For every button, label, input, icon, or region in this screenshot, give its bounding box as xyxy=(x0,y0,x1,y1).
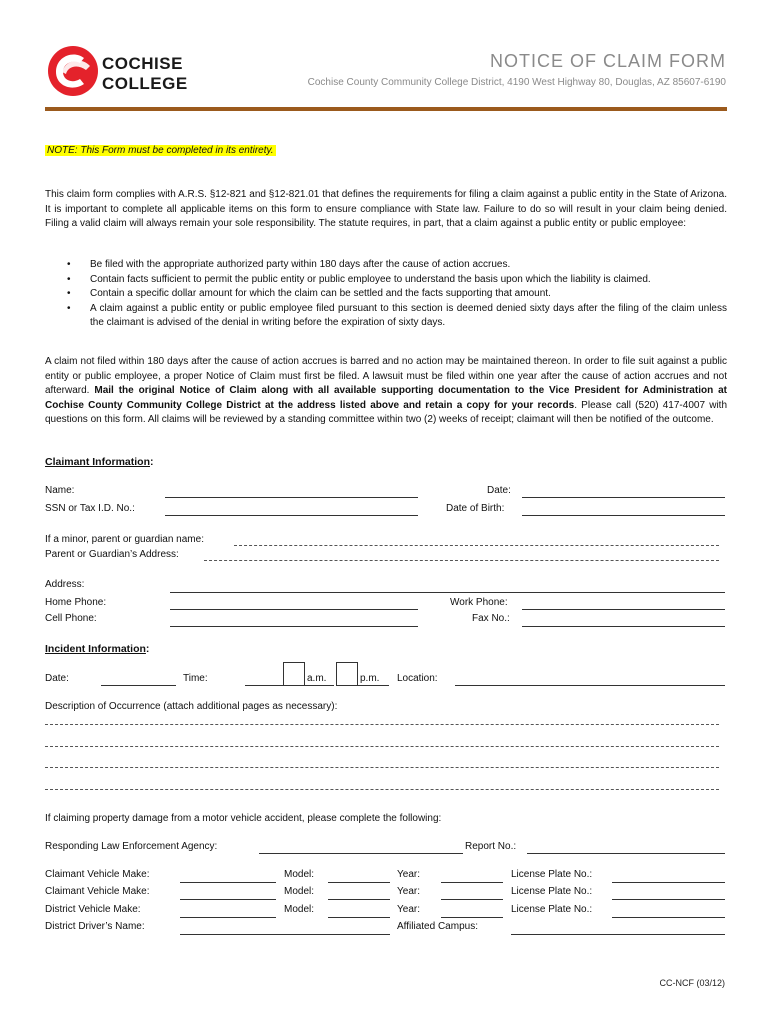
campus-field[interactable] xyxy=(511,934,725,935)
address-field[interactable] xyxy=(170,592,725,593)
intro-paragraph: This claim form complies with A.R.S. §12-821 and §12-821.01 that defines the requirements for filing a claim against a public entity in the State of Arizona. It is important to complete all applicable items on this form to ensure compliance with State law. Failure to do so will result in your claim being denied. Filing a valid claim will always remain your sole responsibility. The statute requires, in part, that a claim against a public entity or public employee: xyxy=(45,189,727,230)
claimant-heading-text: Claimant Information xyxy=(45,456,151,468)
campus-label: Affiliated Campus: xyxy=(397,921,478,932)
closing-text-1: A claim not filed within 180 days after the cause of action accrues is barred and no action may be maintained thereon. In order to file suit against a public entity or public employee, a proper Notice of Claim must first be filed. A lawsuit must be filed within one year after the cause of action accrues and not afterward. xyxy=(45,356,727,397)
description-line[interactable] xyxy=(45,767,719,768)
logo-line-2: COLLEGE xyxy=(102,74,188,93)
am-checkbox[interactable] xyxy=(283,662,305,686)
cell-phone-label: Cell Phone: xyxy=(45,613,97,624)
claimant-heading-colon: : xyxy=(150,456,154,468)
page-subtitle: Cochise County Community College District, 4190 West Highway 80, Douglas, AZ 85607-6190 xyxy=(307,77,726,88)
mailing-instructions: Mail the original Notice of Claim along with all available supporting documentation to the Vice President for Administration at Cochise County Community College District at the address listed above and retain a copy for your records xyxy=(45,385,727,411)
dob-label: Date of Birth: xyxy=(446,503,505,514)
am-underline xyxy=(304,685,334,686)
ssn-label: SSN or Tax I.D. No.: xyxy=(45,503,135,514)
incident-heading-text: Incident Information xyxy=(45,643,146,655)
location-label: Location: xyxy=(397,673,438,684)
list-item: • Be filed with the appropriate authorized party within 180 days after the cause of action accrues. xyxy=(45,258,727,273)
model-label: Model: xyxy=(284,886,315,897)
closing-text-2: . Please call (520) 417-4007 with questions on this form. All claims will be reviewed by a standing committee within two (2) weeks of receipt; claimant will then be notified of the outcome. xyxy=(45,399,727,426)
year-field[interactable] xyxy=(441,882,503,883)
list-item: • Contain facts sufficient to permit the public entity or public employee to understand the basis upon which the liability is claimed. xyxy=(45,273,727,288)
location-field[interactable] xyxy=(455,685,725,686)
driver-label: District Driver’s Name: xyxy=(45,921,145,932)
model-label: Model: xyxy=(284,904,315,915)
incident-time-field[interactable] xyxy=(245,685,285,686)
incident-date-label: Date: xyxy=(45,673,69,684)
name-field[interactable] xyxy=(165,497,418,498)
model-field[interactable] xyxy=(328,882,390,883)
form-code: CC-NCF (03/12) xyxy=(659,978,725,988)
plate-label: License Plate No.: xyxy=(511,886,593,897)
guardian-name-label: If a minor, parent or guardian name: xyxy=(45,534,204,545)
name-label: Name: xyxy=(45,485,75,496)
plate-field[interactable] xyxy=(612,899,725,900)
year-field[interactable] xyxy=(441,917,503,918)
district-make-field[interactable] xyxy=(180,917,276,918)
model-label: Model: xyxy=(284,869,315,880)
incident-section-heading xyxy=(45,643,149,655)
home-phone-label: Home Phone: xyxy=(45,597,107,608)
agency-field[interactable] xyxy=(259,853,463,854)
address-label: Address: xyxy=(45,579,85,590)
year-label: Year: xyxy=(397,869,420,880)
closing-paragraph xyxy=(45,355,727,428)
year-label: Year: xyxy=(397,904,420,915)
plate-label: License Plate No.: xyxy=(511,869,593,880)
plate-label: License Plate No.: xyxy=(511,904,593,915)
year-label: Year: xyxy=(397,886,420,897)
claimant-make-label: Claimant Vehicle Make: xyxy=(45,886,150,897)
page-title: NOTICE OF CLAIM FORM xyxy=(490,51,726,71)
claimant-make-label: Claimant Vehicle Make: xyxy=(45,869,150,880)
description-line[interactable] xyxy=(45,724,719,725)
list-item: • A claim against a public entity or public employee filed pursuant to this section is deemed denied sixty days after the filing of the claim unless the claimant is advised of the denial in writing before the expiration of sixty days. xyxy=(45,302,727,331)
year-field[interactable] xyxy=(441,899,503,900)
fax-field[interactable] xyxy=(522,626,725,627)
logo-line-1: COCHISE xyxy=(102,54,183,73)
date-label: Date: xyxy=(487,485,511,496)
claimant-make-field[interactable] xyxy=(180,882,276,883)
logo-swirl-icon xyxy=(46,44,100,98)
driver-field[interactable] xyxy=(180,934,390,935)
ssn-field[interactable] xyxy=(165,515,418,516)
home-phone-field[interactable] xyxy=(170,609,418,610)
report-label: Report No.: xyxy=(465,841,517,852)
cell-phone-field[interactable] xyxy=(170,626,418,627)
district-make-label: District Vehicle Make: xyxy=(45,904,141,915)
incident-heading-colon: : xyxy=(145,643,150,655)
guardian-address-field[interactable] xyxy=(204,560,719,561)
report-field[interactable] xyxy=(527,853,725,854)
fax-label: Fax No.: xyxy=(472,613,510,624)
model-field[interactable] xyxy=(328,917,390,918)
guardian-name-field[interactable] xyxy=(234,545,719,546)
header-rule xyxy=(45,107,727,111)
vehicle-intro: If claiming property damage from a motor vehicle accident, please complete the following: xyxy=(45,813,442,824)
description-line[interactable] xyxy=(45,789,719,790)
claimant-make-field[interactable] xyxy=(180,899,276,900)
description-label: Description of Occurrence (attach additional pages as necessary): xyxy=(45,701,338,712)
work-phone-label: Work Phone: xyxy=(450,597,508,608)
dob-field[interactable] xyxy=(522,515,725,516)
pm-label: p.m. xyxy=(360,673,380,684)
work-phone-field[interactable] xyxy=(522,609,725,610)
model-field[interactable] xyxy=(328,899,390,900)
list-item: • Contain a specific dollar amount for which the claim can be settled and the facts supporting that amount. xyxy=(45,287,727,302)
claimant-section-heading xyxy=(45,456,154,468)
date-field[interactable] xyxy=(522,497,725,498)
plate-field[interactable] xyxy=(612,917,725,918)
pm-checkbox[interactable] xyxy=(336,662,358,686)
incident-time-label: Time: xyxy=(183,673,208,684)
description-line[interactable] xyxy=(45,746,719,747)
agency-label: Responding Law Enforcement Agency: xyxy=(45,841,218,852)
pm-underline xyxy=(357,685,389,686)
completion-note: NOTE: This Form must be completed in its entirety. xyxy=(47,145,274,156)
college-logo xyxy=(46,44,216,98)
plate-field[interactable] xyxy=(612,882,725,883)
incident-date-field[interactable] xyxy=(101,685,176,686)
guardian-address-label: Parent or Guardian’s Address: xyxy=(45,549,179,560)
am-label: a.m. xyxy=(307,673,327,684)
requirements-list xyxy=(45,258,727,331)
